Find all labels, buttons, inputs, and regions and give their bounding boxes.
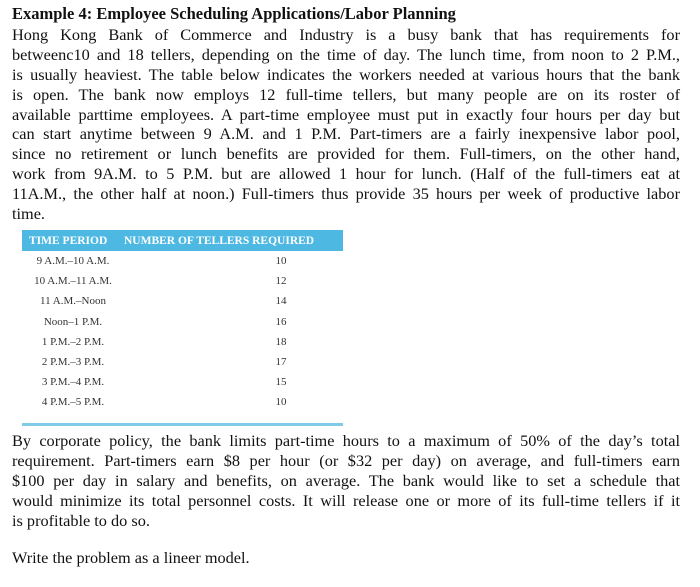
header-tellers-required: NUMBER OF TELLERS REQUIRED	[124, 230, 343, 251]
time-period-cell: 4 P.M.–5 P.M.	[41, 396, 105, 409]
table-row	[22, 372, 343, 392]
table-row	[22, 392, 343, 412]
table-header-row	[22, 230, 343, 251]
tellers-cell: 17	[275, 356, 287, 369]
text-line: Hong Kong Bank of Commerce and Industry is a busy bank that has requirements for	[12, 25, 680, 44]
text-line: can start anytime between 9 A.M. and 1 P.M. Part-timers are a fairly inexpensive labor pool,	[12, 124, 680, 144]
example-title: Example 4: Employee Scheduling Applications/Labor Planning	[12, 4, 456, 23]
tellers-cell: 12	[275, 275, 287, 288]
text-line: available parttime employees. A part-time employee must put in exactly four hours per day but	[12, 104, 680, 124]
time-period-cell: 3 P.M.–4 P.M.	[41, 376, 105, 389]
text-line: betweenc10 and 18 tellers, depending on the time of day. The lunch time, from noon to 2 P.M.,	[12, 44, 680, 64]
text-line: is usually heaviest. The table below indicates the workers needed at various hours that the bank	[12, 64, 680, 84]
time-period-cell: 1 P.M.–2 P.M.	[41, 335, 105, 348]
time-period-cell: Noon–1 P.M.	[43, 315, 103, 328]
tellers-cell: 14	[275, 295, 287, 308]
problem-description	[12, 25, 680, 224]
text-line: requirement. Part-timers earn $8 per hour (or $32 per day) on average, and full-timers earn	[12, 450, 680, 470]
table-row	[22, 352, 343, 372]
time-period-cell: 2 P.M.–3 P.M.	[41, 356, 105, 369]
table-bottom-rule	[22, 423, 343, 426]
text-line: time.	[12, 204, 46, 224]
policy-paragraph	[12, 431, 680, 530]
text-line: Write the problem as a lineer model.	[12, 548, 250, 567]
table-row	[22, 332, 343, 352]
tellers-cell: 16	[275, 315, 287, 328]
table-row	[22, 291, 343, 311]
text-line: work from 9A.M. to 5 P.M. but are allowed 1 hour for lunch. (Half of the full-timers eat at	[12, 164, 680, 184]
time-period-cell: 9 A.M.–10 A.M.	[36, 255, 110, 268]
tellers-cell: 10	[275, 396, 287, 409]
tellers-cell: 18	[275, 335, 287, 348]
text-line: 11A.M., the other half at noon.) Full-timers thus provide 35 hours per week of productive labor	[12, 184, 680, 204]
table-row	[22, 251, 343, 271]
text-line: would minimize its total personnel costs. It will release one or more of its full-time tellers if it	[12, 490, 680, 510]
tellers-cell: 10	[275, 255, 287, 268]
header-time-period: TIME PERIOD	[22, 230, 124, 251]
table-row	[22, 271, 343, 291]
text-line: is profitable to do so.	[12, 510, 150, 530]
text-line: is open. The bank now employs 12 full-time tellers, but many people are on its roster of	[12, 84, 680, 104]
tellers-cell: 15	[275, 376, 287, 389]
time-period-cell: 11 A.M.–Noon	[40, 295, 106, 308]
task-instruction	[12, 548, 680, 568]
table-row	[22, 312, 343, 332]
text-line: since no retirement or lunch benefits are provided for them. Full-timers, on the other hand,	[12, 144, 680, 164]
text-line: By corporate policy, the bank limits part-time hours to a maximum of 50% of the day’s total	[12, 431, 680, 450]
time-period-cell: 10 A.M.–11 A.M.	[34, 275, 112, 288]
tellers-requirement-table	[22, 230, 343, 413]
text-line: $100 per day in salary and benefits, on average. The bank would like to set a schedule that	[12, 470, 680, 490]
